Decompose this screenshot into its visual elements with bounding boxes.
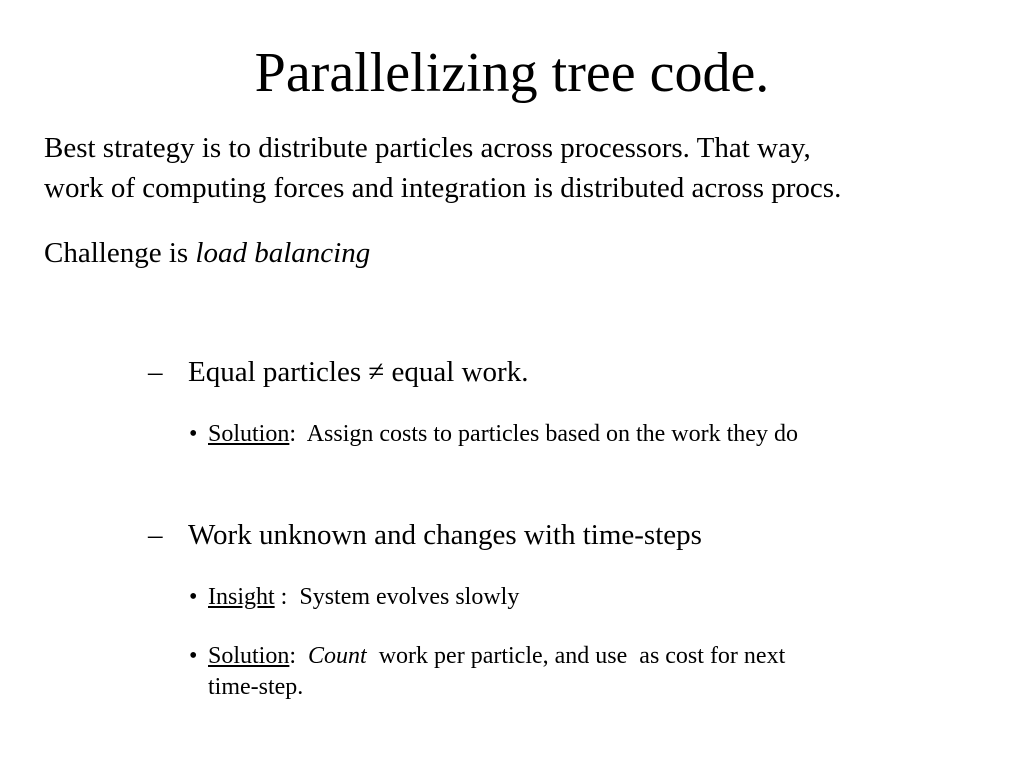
dash-marker: – — [148, 519, 163, 551]
bullet-content — [208, 419, 798, 450]
bullet-text: Assign costs to particles based on the work they do — [306, 421, 798, 447]
slide-title: Parallelizing tree code. — [254, 42, 770, 104]
bullet-content — [208, 582, 519, 613]
challenge-emphasis: load balancing — [195, 237, 371, 269]
bullet-text: System evolves slowly — [299, 584, 520, 610]
bullet-marker: • — [189, 643, 198, 669]
bullet-text: work per particle, and use as cost for next — [366, 643, 786, 669]
bullet-marker: • — [189, 421, 198, 447]
bullet-separator: : — [289, 643, 309, 669]
intro-line-1: Best strategy is to distribute particles across processors. That way, — [44, 132, 811, 164]
challenge-prefix: Challenge is — [44, 237, 196, 269]
bullet-label: Solution — [208, 421, 290, 447]
bullet-content — [208, 641, 785, 703]
bullet-line-2: time-step. — [208, 674, 304, 700]
challenge-paragraph — [44, 233, 370, 273]
bullet-separator: : — [274, 584, 300, 610]
point-text: Work unknown and changes with time-steps — [188, 519, 702, 551]
bullet-label: Solution — [208, 643, 290, 669]
intro-line-2: work of computing forces and integration is distributed across procs. — [44, 172, 842, 204]
bullet-label: Insight — [208, 584, 275, 610]
dash-marker: – — [148, 356, 163, 388]
bullet-emphasis: Count — [308, 643, 367, 669]
bullet-line-1 — [208, 641, 785, 672]
point-text: Equal particles ≠ equal work. — [188, 356, 529, 388]
bullet-separator: : — [289, 421, 307, 447]
intro-paragraph — [44, 128, 841, 208]
bullet-marker: • — [189, 584, 198, 610]
